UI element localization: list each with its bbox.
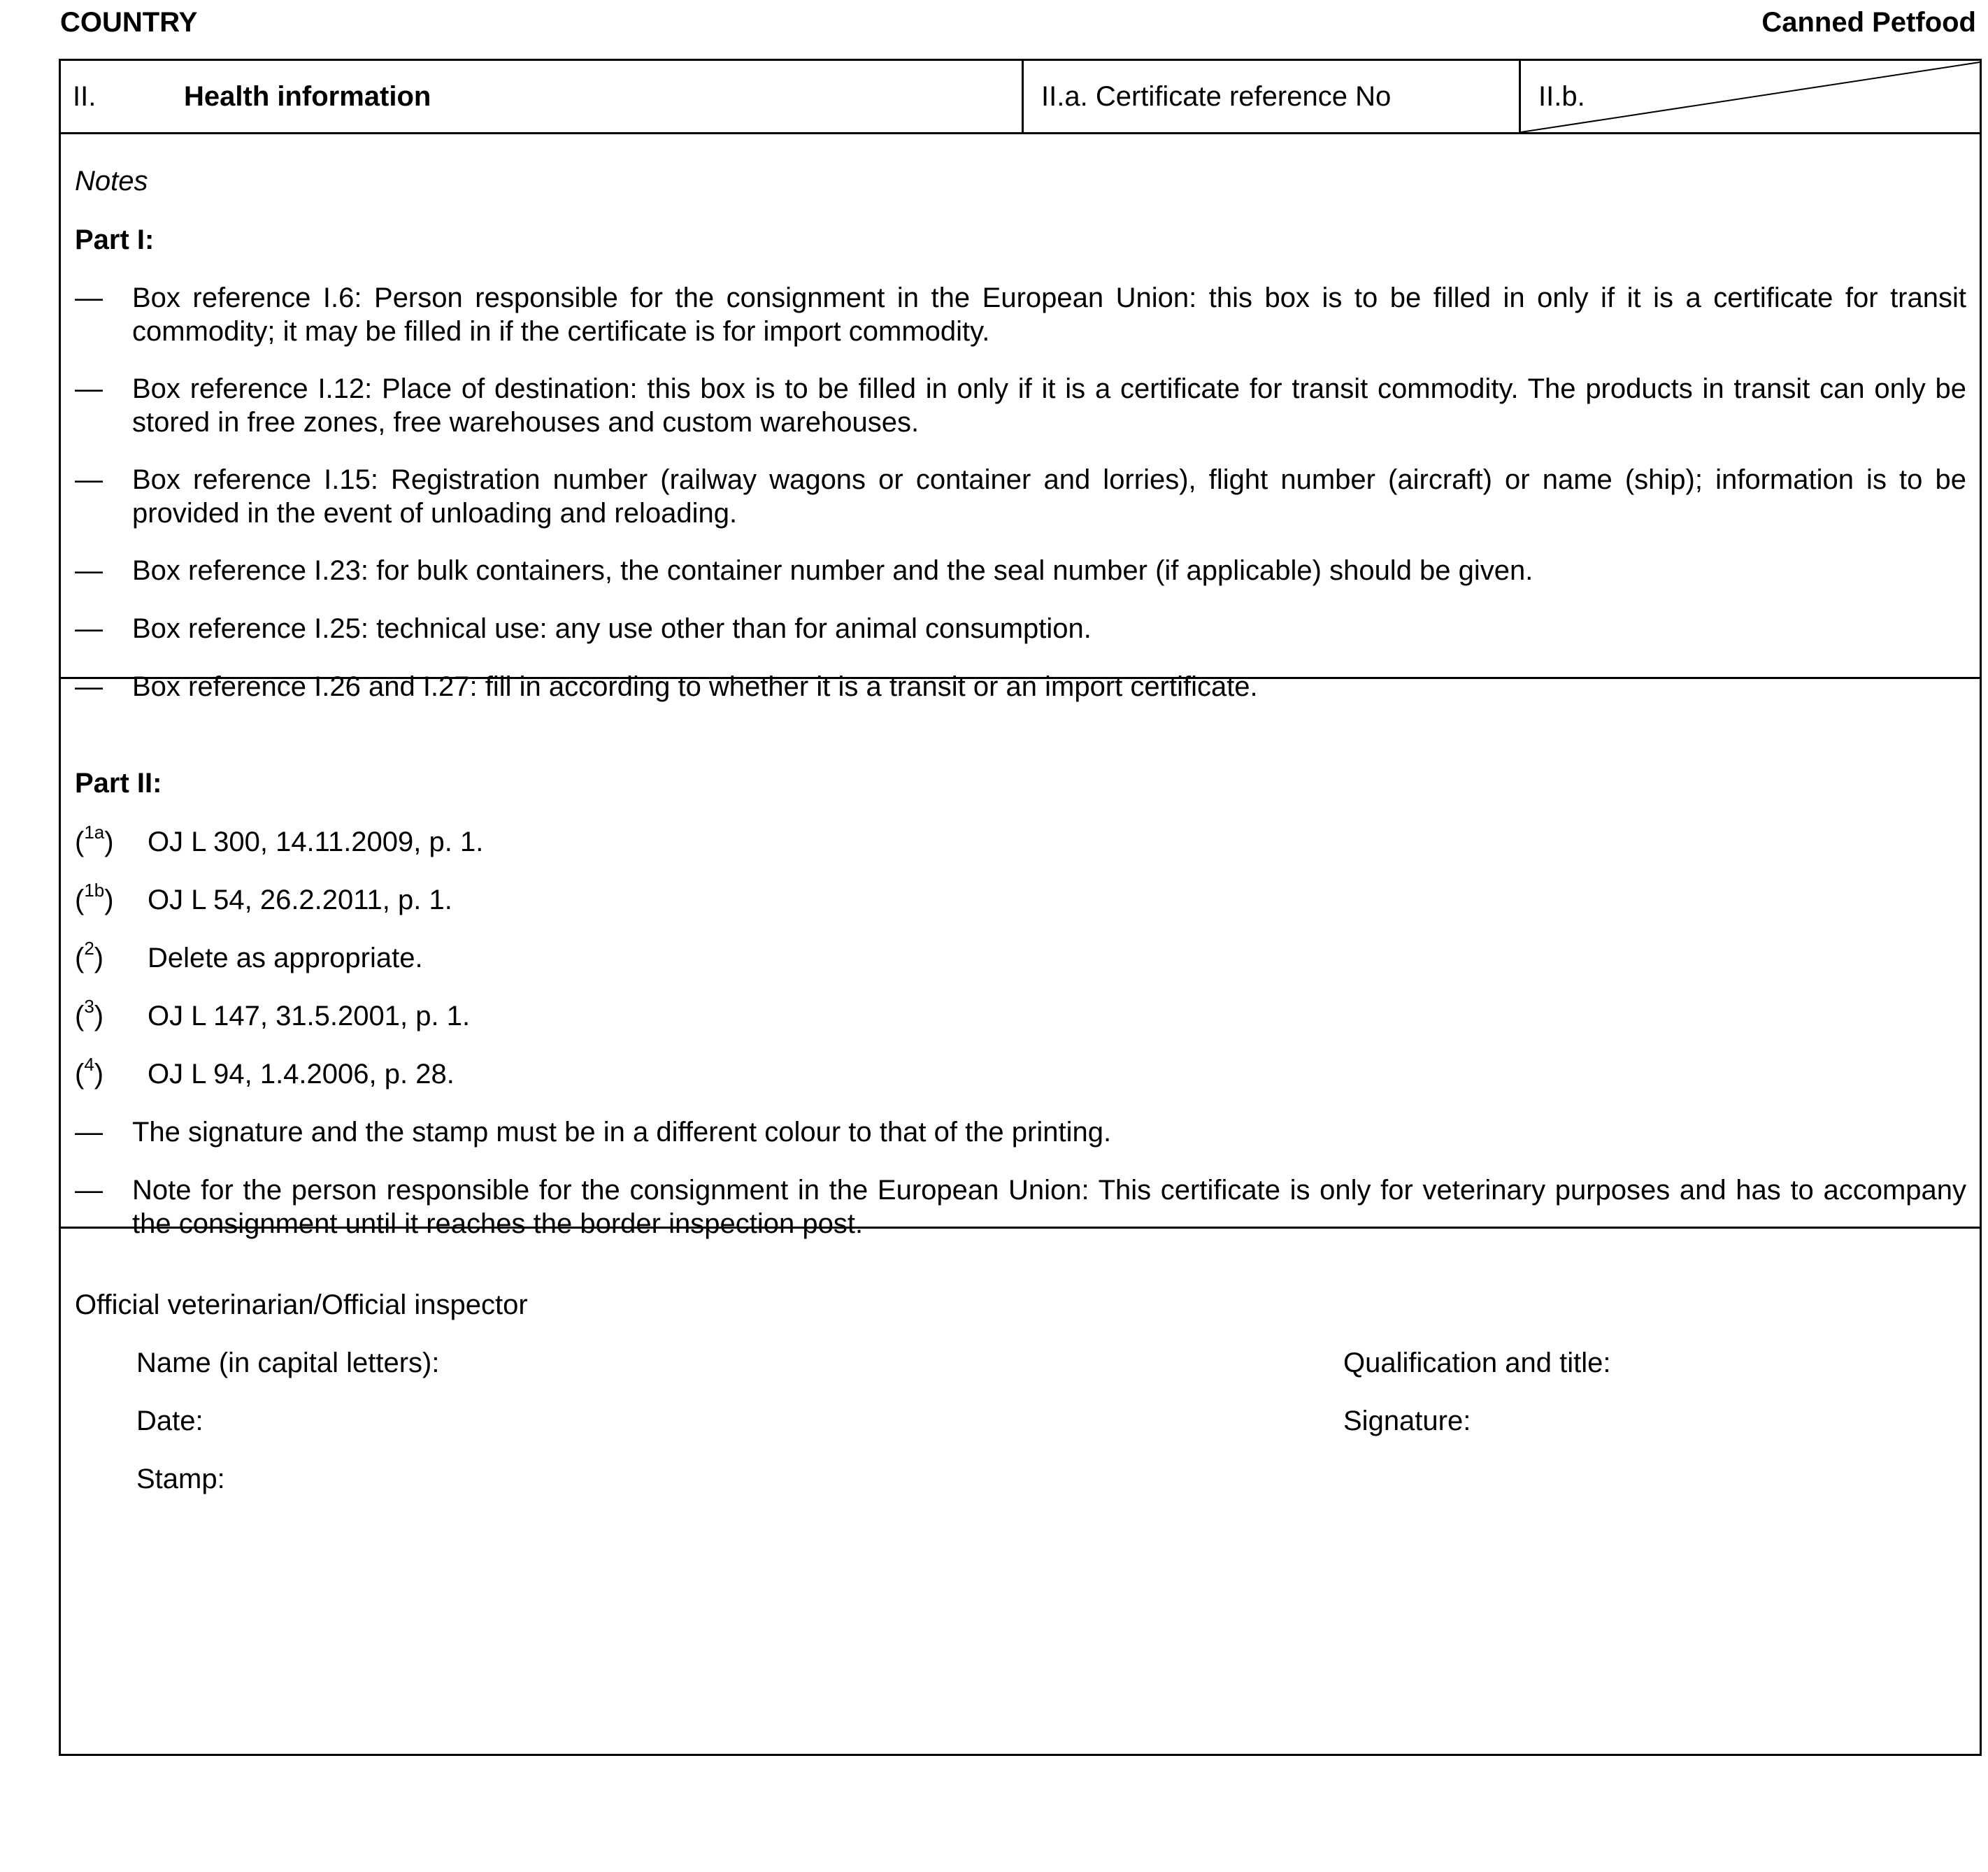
note-text: Note for the person responsible for the consignment in the European Union: This certificate is only for veterinary purposes and has to accompany the consignment until it reaches the border inspection post. (132, 1175, 1966, 1239)
section-title-cell (61, 61, 1024, 132)
footnote-marker: ($^4$) (75, 1053, 104, 1089)
part2-note-item (75, 1115, 1966, 1149)
iib-label: II.b. (1538, 81, 1585, 112)
date-label: Date: (136, 1406, 203, 1436)
stamp-label: Stamp: (136, 1464, 225, 1494)
note-text: The signature and the stamp must be in a different colour to that of the printing. (132, 1117, 1112, 1148)
document-header (60, 6, 1976, 45)
dash-bullet: — (75, 671, 103, 702)
section-title: Health information (184, 81, 431, 112)
iib-cell (1521, 61, 1980, 132)
section-number: II. (73, 81, 96, 112)
footnote-marker: ($^{1b}$) (75, 879, 114, 915)
footnote-text: Delete as appropriate. (148, 943, 423, 973)
notes-heading: Notes (75, 166, 148, 197)
footnote-text: OJ L 54, 26.2.2011, p. 1. (148, 885, 452, 915)
dash-bullet: — (75, 613, 103, 644)
certificate-frame (59, 59, 1982, 1756)
name-label: Name (in capital letters): (136, 1348, 440, 1378)
dash-bullet: — (75, 1117, 103, 1148)
footnote-text: OJ L 94, 1.4.2006, p. 28. (148, 1059, 455, 1089)
part1-note-item (75, 670, 1966, 703)
part1-note-item (75, 372, 1966, 439)
dash-bullet: — (75, 373, 103, 404)
footnote-marker: ($^3$) (75, 995, 104, 1031)
note-text: Box reference I.15: Registration number (railway wagons or container and lorries), flight number (aircraft) or name (ship); information is to be provided in the event of unloading and reloading. (132, 464, 1966, 529)
footnote-text: OJ L 300, 14.11.2009, p. 1. (148, 827, 484, 857)
country-label: COUNTRY (60, 7, 198, 38)
footnote-text: OJ L 147, 31.5.2001, p. 1. (148, 1001, 471, 1031)
dash-bullet: — (75, 283, 103, 313)
part1-heading: Part I: (75, 224, 155, 255)
part2-heading: Part II: (75, 768, 162, 799)
table-header-row (61, 61, 1980, 134)
official-inspector-heading: Official veterinarian/Official inspector (75, 1289, 528, 1320)
dash-bullet: — (75, 464, 103, 495)
note-text: Box reference I.23: for bulk containers, the container number and the seal number (if applicable) should be given. (132, 555, 1533, 586)
part2-note-item (75, 1173, 1966, 1241)
part1-note-item (75, 612, 1966, 645)
qualification-label: Qualification and title: (1343, 1348, 1611, 1378)
part1-note-item (75, 554, 1966, 587)
part1-note-item (75, 281, 1966, 348)
footnote-marker: ($^2$) (75, 937, 104, 973)
dash-bullet: — (75, 555, 103, 586)
certificate-reference-label: II.a. Certificate reference No (1041, 81, 1392, 112)
diagonal-strike-line (1521, 61, 1980, 132)
footnote-marker: ($^{1a}$) (75, 821, 114, 857)
note-text: Box reference I.26 and I.27: fill in according to whether it is a transit or an import certificate. (132, 671, 1258, 702)
certificate-reference-cell (1024, 61, 1521, 132)
note-text: Box reference I.6: Person responsible for the consignment in the European Union: this box is to be filled in only if it is a certificate for transit commodity; it may be filled in if the certificate is for import commodity. (132, 283, 1966, 347)
part1-note-item (75, 463, 1966, 530)
dash-bullet: — (75, 1175, 103, 1206)
note-text: Box reference I.25: technical use: any use other than for animal consumption. (132, 613, 1092, 644)
product-title: Canned Petfood (1761, 7, 1976, 38)
note-text: Box reference I.12: Place of destination: this box is to be filled in only if it is a certificate for transit commodity. The products in transit can only be stored in free zones, free warehouses and custom warehouses. (132, 373, 1966, 438)
signature-label: Signature: (1343, 1406, 1471, 1436)
